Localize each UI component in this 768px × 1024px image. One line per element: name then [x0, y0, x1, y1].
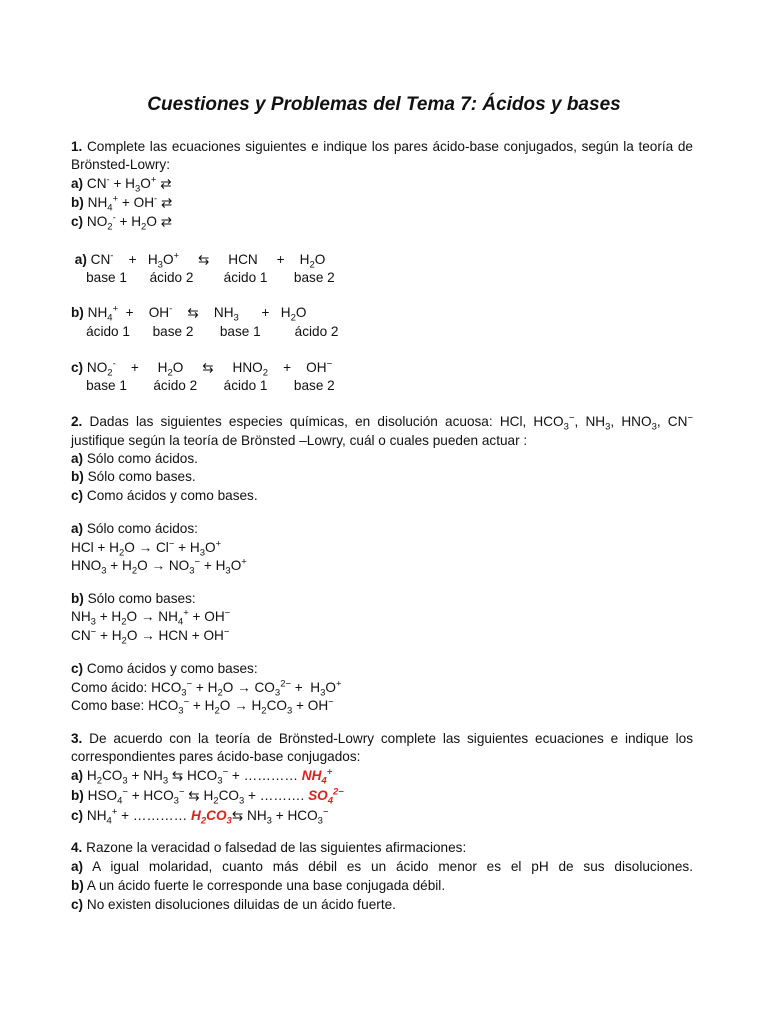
text-segment: CN [83, 176, 107, 191]
question-3-item-b [71, 786, 344, 807]
answer-subscript: 3 [226, 815, 232, 827]
item-marker: b) [71, 878, 84, 893]
answer-2b-eq1 [71, 607, 231, 628]
subscript: 3 [199, 547, 205, 559]
item-marker: c) [71, 661, 84, 676]
question-2-item-b [71, 469, 196, 485]
subscript: 2 [107, 221, 113, 233]
text-segment: O [230, 558, 242, 573]
text-segment: O [162, 252, 174, 267]
superscript: − [183, 696, 190, 708]
text-segment: Como ácidos y como bases. [83, 488, 258, 503]
text-segment: Brönsted-Lowry: [71, 157, 170, 172]
text-segment: Sólo como bases. [83, 469, 196, 484]
subscript: 3 [274, 687, 281, 699]
superscript: + [183, 607, 189, 619]
answer-subscript: 2 [200, 815, 207, 827]
text-segment: + H [106, 558, 132, 573]
superscript: - [169, 303, 173, 315]
text-segment: ⇄ [157, 195, 173, 210]
text-segment: O [314, 252, 326, 267]
item-marker: 1. [71, 139, 83, 154]
page-title: Cuestiones y Problemas del Tema 7: Ácidos y bases [147, 94, 621, 115]
superscript: + [150, 174, 157, 186]
subscript: 3 [217, 775, 223, 787]
subscript: 4 [106, 815, 112, 827]
text-segment: , CN [656, 414, 688, 429]
text-segment: A un ácido fuerte le corresponde una base conjugada débil. [83, 878, 446, 893]
subscript: 3 [162, 775, 169, 787]
question-4-item-a [71, 859, 693, 875]
answer-text-segment: NH [301, 768, 322, 783]
subscript: 3 [320, 687, 326, 699]
superscript: − [568, 412, 575, 424]
text-segment: ⇆ NH [231, 808, 267, 823]
answer-2b-eq2 [71, 626, 230, 647]
text-segment: ⇆ H [184, 788, 214, 803]
text-segment: + HCO [271, 808, 318, 823]
subscript: 3 [238, 795, 245, 807]
subscript: 2 [167, 367, 173, 379]
text-segment: CO [266, 698, 287, 713]
answer-text-segment: SO [308, 788, 328, 803]
text-segment: A igual molaridad, cuanto más débil es un ácido menor es el pH de sus disoluciones. [83, 859, 693, 874]
question-1-statement [71, 139, 693, 155]
subscript: 3 [563, 421, 569, 433]
question-1-statement-cont [71, 157, 170, 173]
answer-1c-pairs [71, 378, 335, 394]
text-segment: De acuerdo con la teoría de Brönsted-Lowry complete las siguientes ecuaciones e indique los [82, 731, 693, 746]
superscript: - [112, 212, 116, 224]
superscript: − [224, 607, 231, 619]
answer-2a-eq2 [71, 556, 247, 577]
item-marker: b) [71, 469, 84, 484]
text-segment: CN [86, 252, 111, 267]
superscript: + [336, 678, 342, 690]
subscript: 3 [317, 815, 323, 827]
question-1-item-a [71, 174, 172, 195]
text-segment: + OH [188, 609, 225, 624]
text-segment: CN [71, 628, 91, 643]
superscript: + [112, 193, 119, 205]
text-segment: , NH [574, 414, 606, 429]
question-4-statement [71, 840, 466, 856]
text-segment: O [325, 680, 336, 695]
answer-text-segment: CO [206, 808, 227, 823]
question-2-item-a [71, 451, 198, 467]
text-segment: HSO [83, 788, 118, 803]
text-segment: Como ácido: HCO [71, 680, 182, 695]
subscript: 3 [157, 259, 163, 271]
subscript: 4 [117, 795, 123, 807]
superscript: − [687, 412, 694, 424]
text-segment: HCl + H [71, 540, 119, 555]
text-segment: + HCO [127, 788, 174, 803]
text-segment: O [205, 540, 216, 555]
subscript: 4 [107, 202, 113, 214]
item-marker: c) [71, 488, 84, 503]
text-segment: base 1 ácido 2 ácido 1 base 2 [71, 378, 335, 393]
subscript: 3 [90, 616, 96, 628]
item-marker: a) [71, 451, 84, 466]
item-marker: b) [71, 591, 84, 606]
item-marker: c) [71, 214, 84, 229]
text-segment: O → HCN + OH [126, 628, 224, 643]
subscript: 2 [118, 547, 125, 559]
text-segment: O ⇆ HNO [172, 360, 263, 375]
text-segment: Dadas las siguientes especies químicas, en disolución acuosa: HCl, HCO [82, 414, 564, 429]
text-segment: + H [109, 176, 135, 191]
text-segment: O → H [219, 698, 262, 713]
text-segment: justifique según la teoría de Brönsted –Lowry, cuál o cuales pueden actuar : [71, 433, 528, 448]
subscript: 2 [131, 565, 138, 577]
item-marker: a) [71, 521, 84, 536]
text-segment: NO [83, 214, 108, 229]
text-segment: + H [189, 698, 215, 713]
answer-subscript: 4 [327, 795, 334, 807]
question-3-item-c [71, 806, 329, 827]
superscript: - [154, 193, 158, 205]
text-segment: + ………… [117, 808, 192, 823]
subscript: 4 [177, 616, 184, 628]
superscript: - [112, 358, 116, 370]
item-marker: a) [71, 252, 87, 267]
answer-2a-eq1 [71, 538, 222, 559]
text-segment: Sólo como bases: [83, 591, 196, 606]
text-segment: + H [200, 558, 226, 573]
superscript: + [241, 556, 247, 568]
subscript: 4 [107, 312, 113, 324]
answer-2c-acid [71, 678, 342, 699]
subscript: 3 [651, 421, 657, 433]
text-segment: + H [96, 628, 122, 643]
text-segment: O → NO [137, 558, 190, 573]
answer-superscript: 2− [333, 786, 344, 798]
subscript: 2 [214, 705, 220, 717]
answer-1c-equation [71, 358, 333, 379]
answer-1b-equation [71, 303, 307, 324]
superscript: − [326, 358, 333, 370]
subscript: 3 [189, 565, 195, 577]
answer-1a-equation [71, 250, 326, 271]
superscript: + [215, 538, 222, 550]
subscript: 3 [225, 565, 231, 577]
text-segment: Como ácidos y como bases: [83, 661, 258, 676]
superscript: − [168, 538, 175, 550]
text-segment: Sólo como ácidos. [83, 451, 198, 466]
text-segment: + ………… [228, 768, 302, 783]
subscript: 3 [266, 815, 272, 827]
text-segment: O → NH [126, 609, 178, 624]
superscript: + [111, 806, 118, 818]
question-2-statement-cont [71, 433, 527, 449]
question-2-statement [71, 412, 694, 433]
subscript: 3 [178, 705, 184, 717]
item-marker: 2. [71, 414, 83, 429]
subscript: 2 [290, 312, 296, 324]
text-segment: ⇆ NH [172, 305, 234, 320]
item-marker: b) [71, 305, 84, 320]
text-segment: ácido 1 base 2 base 1 ácido 2 [71, 324, 339, 339]
superscript: - [106, 174, 110, 186]
subscript: 2 [121, 635, 127, 647]
text-segment: HNO [71, 558, 102, 573]
subscript: 3 [173, 795, 179, 807]
answer-2b-heading [71, 591, 196, 607]
item-marker: 3. [71, 731, 83, 746]
subscript: 2 [141, 221, 147, 233]
text-segment: + H [115, 360, 168, 375]
question-2-item-c [71, 488, 258, 504]
text-segment: CO [218, 788, 239, 803]
text-segment: CO [101, 768, 123, 783]
text-segment: NO [83, 360, 108, 375]
answer-subscript: 4 [321, 775, 327, 787]
text-segment: + H [174, 540, 200, 555]
superscript: − [178, 786, 185, 798]
text-segment: + H [192, 680, 218, 695]
question-1-item-c [71, 212, 173, 233]
text-segment: correspondientes pares ácido-base conjugados: [71, 749, 361, 764]
superscript: - [110, 250, 114, 262]
subscript: 3 [135, 183, 141, 195]
text-segment: + OH [118, 305, 170, 320]
text-segment: + H [95, 609, 122, 624]
question-3-statement-cont [71, 749, 360, 765]
item-marker: 4. [71, 840, 83, 855]
text-segment: + NH [127, 768, 163, 783]
answer-1b-pairs [71, 324, 339, 340]
text-segment: + OH [268, 360, 327, 375]
answer-2c-heading [71, 661, 258, 677]
text-segment: NH [71, 609, 91, 624]
text-segment: H [83, 768, 97, 783]
subscript: 2 [107, 367, 113, 379]
text-segment: , HNO [610, 414, 652, 429]
text-segment: NH [83, 808, 107, 823]
answer-text-segment: H [191, 808, 201, 823]
item-marker: b) [71, 195, 84, 210]
subscript: 2 [96, 775, 102, 787]
question-3-item-a [71, 766, 333, 787]
superscript: 2− [280, 678, 292, 690]
superscript: − [194, 556, 201, 568]
subscript: 3 [122, 775, 128, 787]
superscript: − [90, 626, 97, 638]
text-segment: + ………. [244, 788, 309, 803]
subscript: 2 [262, 367, 269, 379]
subscript: 3 [101, 565, 107, 577]
text-segment: + H [238, 305, 291, 320]
superscript: − [186, 678, 193, 690]
item-marker: c) [71, 360, 84, 375]
answer-2c-base [71, 696, 334, 717]
subscript: 2 [121, 616, 127, 628]
text-segment: O [140, 176, 151, 191]
subscript: 3 [181, 687, 187, 699]
text-segment: O [295, 305, 307, 320]
text-segment: No existen disoluciones diluidas de un ácido fuerte. [83, 897, 396, 912]
superscript: − [122, 786, 128, 798]
question-3-statement [71, 731, 693, 747]
subscript: 2 [309, 259, 315, 271]
text-segment: Complete las ecuaciones siguientes e indique los pares ácido-base conjugados, según la teoría de [82, 139, 693, 154]
answer-superscript: + [326, 766, 333, 778]
superscript: + [173, 250, 180, 262]
question-4-item-c [71, 897, 396, 913]
text-segment: + OH [292, 698, 329, 713]
superscript: + [112, 303, 119, 315]
subscript: 3 [233, 312, 239, 324]
superscript: − [223, 626, 230, 638]
subscript: 2 [217, 687, 223, 699]
item-marker: b) [71, 788, 84, 803]
text-segment: O → Cl [124, 540, 169, 555]
text-segment: Como base: HCO [71, 698, 179, 713]
text-segment: NH [83, 195, 108, 210]
text-segment: + H [113, 252, 158, 267]
item-marker: a) [71, 859, 84, 874]
text-segment: + H [291, 680, 321, 695]
text-segment: O → CO [222, 680, 275, 695]
answer-2a-heading [71, 521, 198, 537]
text-segment: base 1 ácido 2 ácido 1 base 2 [71, 270, 335, 285]
text-segment: NH [83, 305, 108, 320]
text-segment: + H [115, 214, 142, 229]
superscript: − [322, 806, 329, 818]
subscript: 2 [213, 795, 219, 807]
item-marker: a) [71, 176, 84, 191]
subscript: 3 [605, 421, 611, 433]
item-marker: a) [71, 768, 84, 783]
answer-1a-pairs [71, 270, 335, 286]
text-segment: ⇆ HCN + H [179, 252, 310, 267]
question-4-item-b [71, 878, 445, 894]
text-segment: Razone la veracidad o falsedad de las siguientes afirmaciones: [82, 840, 467, 855]
text-segment: O ⇄ [146, 214, 173, 229]
subscript: 3 [286, 705, 293, 717]
item-marker: c) [71, 808, 84, 823]
text-segment: ⇆ HCO [168, 768, 218, 783]
question-1-item-b [71, 193, 173, 214]
text-segment: ⇄ [156, 176, 172, 191]
text-segment: + OH [118, 195, 155, 210]
text-segment: Sólo como ácidos: [83, 521, 198, 536]
item-marker: c) [71, 897, 84, 912]
superscript: − [222, 766, 229, 778]
superscript: − [328, 696, 334, 708]
subscript: 2 [261, 705, 267, 717]
